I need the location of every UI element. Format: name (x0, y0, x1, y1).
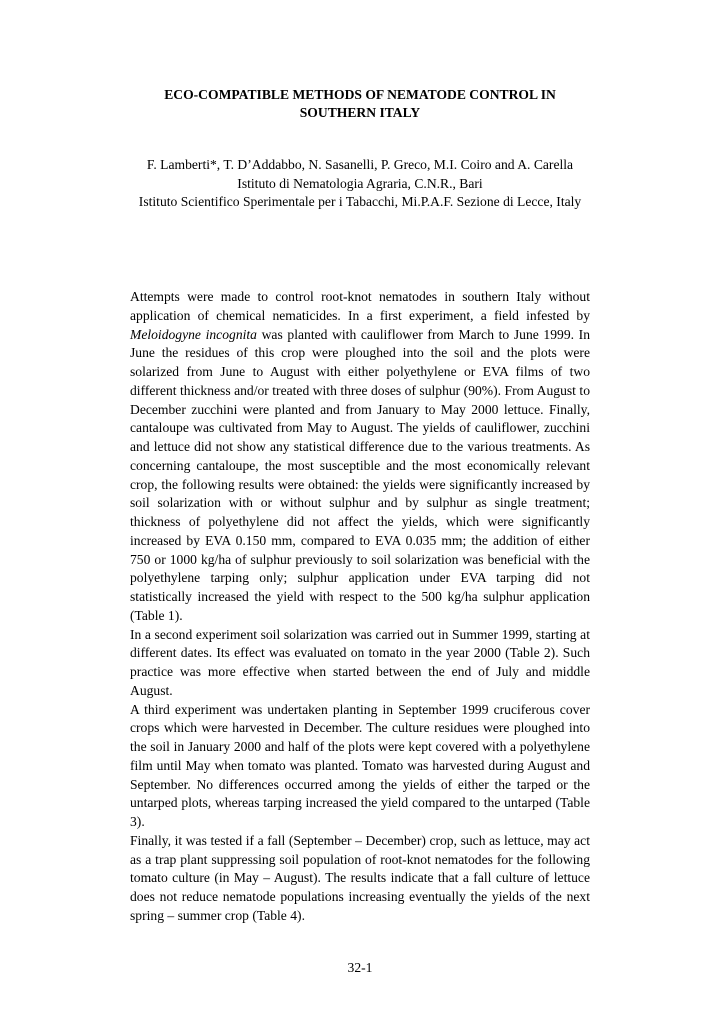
paragraph-text: Attempts were made to control root-knot nematodes in southern Italy without application of chemical nematicides. In a first experiment, a field infested by (130, 289, 590, 323)
author-block (120, 156, 600, 212)
paragraph-fall-crop: Finally, it was tested if a fall (September – December) crop, such as lettuce, may act as a trap plant suppressing soil population of root-knot nematodes for the following tomato culture (in May – August). The results indicate that a fall culture of lettuce does not reduce nematode populations increasing eventually the yields of the next spring – summer crop (Table 4). (130, 832, 590, 923)
paper-title: ECO-COMPATIBLE METHODS OF NEMATODE CONTROL IN SOUTHERN ITALY (164, 87, 556, 120)
paragraph-second-experiment: In a second experiment soil solarization was carried out in Summer 1999, starting at different dates. Its effect was evaluated on tomato in the year 2000 (Table 2). Such practice was more effective when started between the end of July and middle August. (130, 626, 590, 698)
paragraph-third-experiment: A third experiment was undertaken planting in September 1999 cruciferous cover crops which were harvested in December. The culture residues were ploughed into the soil in January 2000 and half of the plots were kept covered with a polyethylene film until May when tomato was planted. Tomato was harvested during August and September. No differences occurred among the yields of either the tarped or the untarped plots, whereas tarping increased the yield compared to the untarped (Table 3). (130, 701, 590, 829)
abstract-body (130, 288, 590, 926)
page-number: 32-1 (347, 960, 373, 975)
affiliation-lecce: Istituto Scientifico Sperimentale per i Tabacchi, Mi.P.A.F. Sezione di Lecce, Italy (138, 194, 582, 210)
author-list: F. Lamberti*, T. D’Addabbo, N. Sasanelli, P. Greco, M.I. Coiro and A. Carella (146, 157, 574, 172)
paragraph-text: was planted with cauliflower from March to June 1999. In June the residues of this crop were ploughed into the soil and the plots were solarized from June to August with either polyethylene or EVA films of two different thickness and/or treated with three doses of sulphur (90%). From August to December zucchini were planted and from January to May 2000 lettuce. Finally, cantaloupe was cultivated from May to August. The yields of cauliflower, zucchini and lettuce did not show any statistical difference due to the various treatments. As concerning cantaloupe, the most susceptible and the most economically relevant crop, the following results were obtained: the yields were significantly increased by soil solarization with or without sulphur and by sulphur as single treatment; thickness of polyethylene did not affect the yields, which were significantly increased by EVA 0.150 mm, compared to EVA 0.035 mm; the addition of either 750 or 1000 kg/ha of sulphur previously to soil solarization was beneficial with the polyethylene tarping only; sulphur application under EVA tarping did not statistically increased the yield with respect to the 500 kg/ha sulphur application (Table 1). (130, 326, 590, 623)
affiliation-bari: Istituto di Nematologia Agraria, C.N.R., Bari (237, 175, 483, 191)
species-name: Meloidogyne incognita (130, 326, 257, 342)
paragraph-first-experiment (130, 288, 590, 626)
